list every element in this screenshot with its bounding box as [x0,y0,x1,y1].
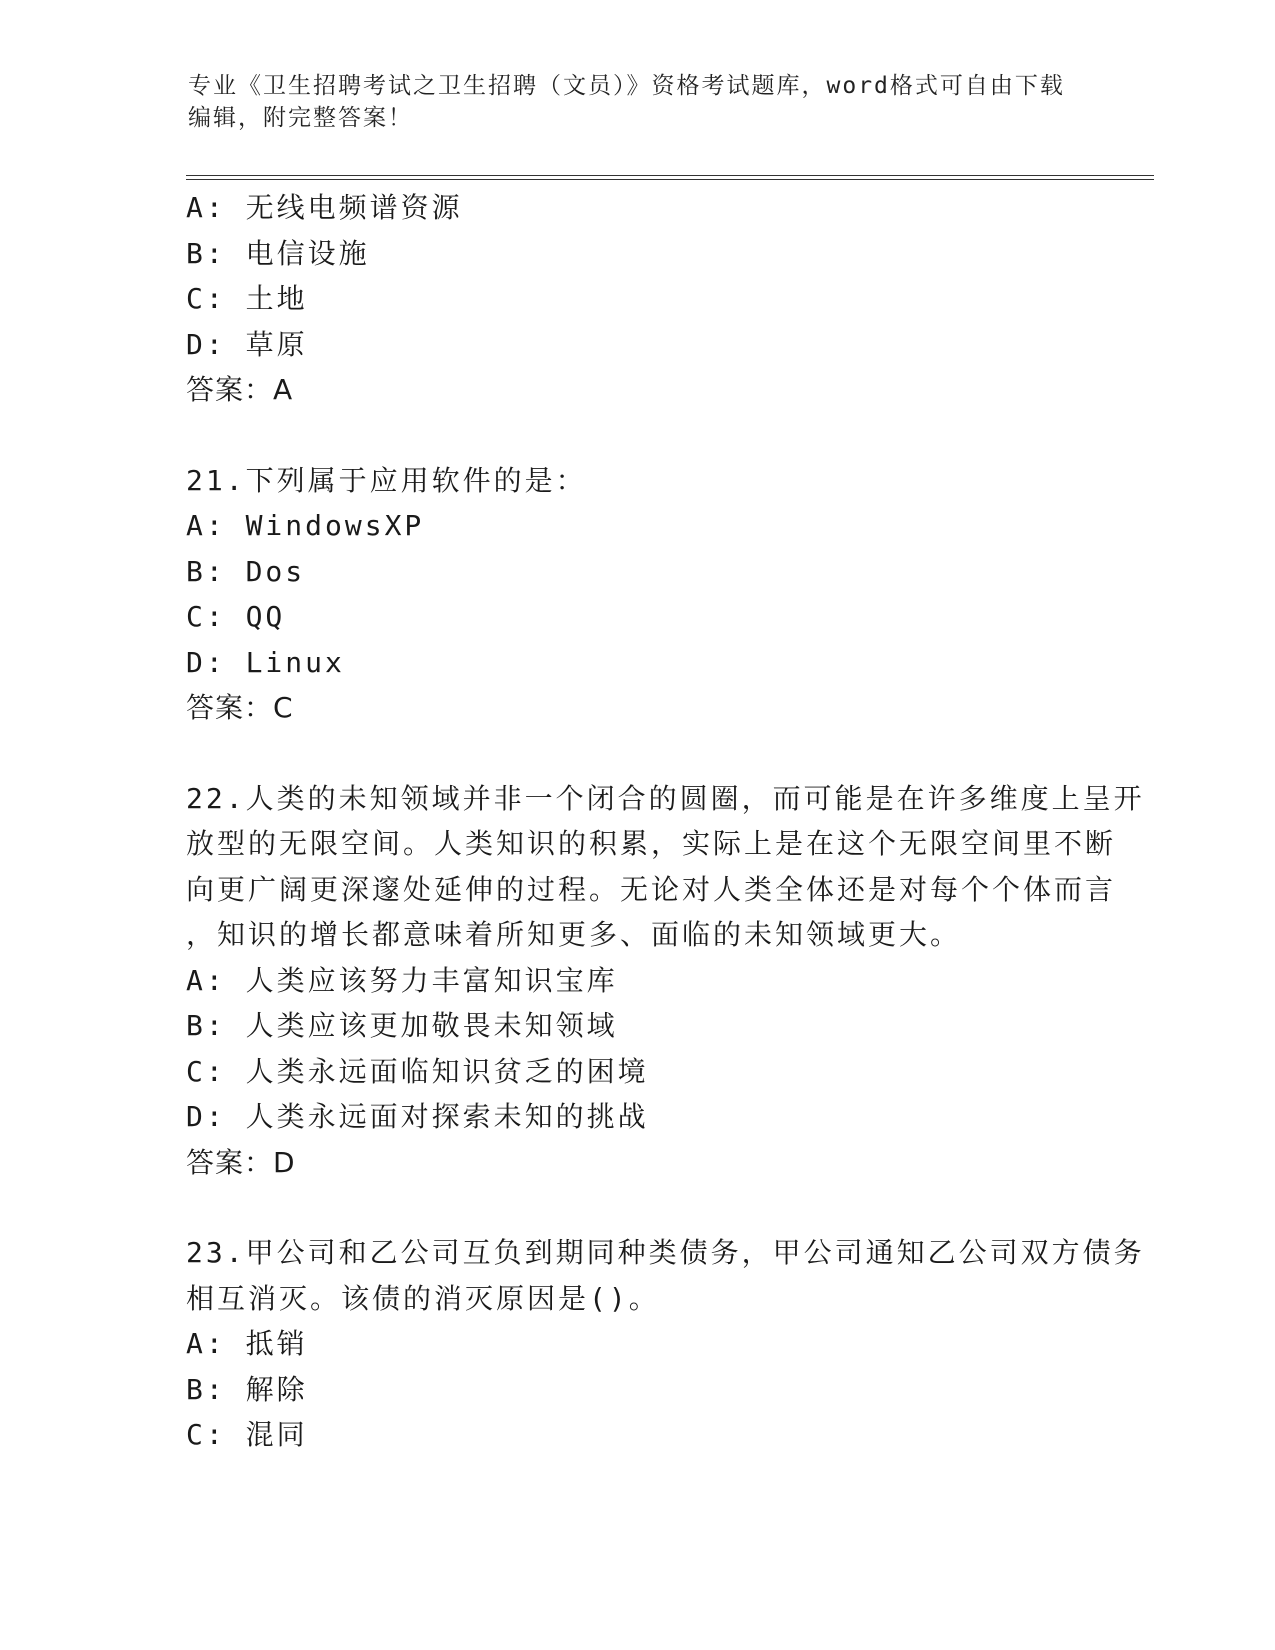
answer-line: 答案：D [186,1145,296,1179]
option-a: A: 人类应该努力丰富知识宝库 [186,963,618,997]
option-d: D: 人类永远面对探索未知的挑战 [186,1100,649,1133]
option-b: B: 电信设施 [186,236,370,270]
option-c: C: QQ [186,600,286,633]
option-b: B: 解除 [186,1372,308,1406]
question-21 [186,458,1086,731]
question-stem-line: 相互消灭。该债的消灭原因是()。 [186,1281,660,1315]
option-d: D: Linux [186,645,345,679]
option-c: C: 混同 [186,1418,308,1451]
option-a: A: 无线电频谱资源 [186,191,463,224]
header-rule [186,175,1154,180]
spacer [186,731,1086,776]
question-stem-line: 23.甲公司和乙公司互负到期同种类债务，甲公司通知乙公司双方债务 [186,1236,1145,1269]
option-c: C: 人类永远面临知识贫乏的困境 [186,1054,649,1088]
spacer [186,1185,1086,1230]
question-stem-line: 放型的无限空间。人类知识的积累，实际上是在这个无限空间里不断 [186,827,1117,860]
question-23 [186,1230,1145,1458]
option-b: B: 人类应该更加敬畏未知领域 [186,1009,618,1042]
question-22 [186,776,1145,1186]
option-c: C: 土地 [186,282,308,315]
question-stem-line: 向更广阔更深邃处延伸的过程。无论对人类全体还是对每个个体而言 [186,872,1117,906]
question-stem: 21.下列属于应用软件的是： [186,463,587,497]
option-a: A: 抵销 [186,1327,308,1360]
prev-question [186,185,1086,413]
option-b: B: Dos [186,554,306,588]
spacer [186,413,1086,458]
option-d: D: 草原 [186,327,308,361]
answer-line: 答案：C [186,691,294,724]
question-content [186,185,1145,1458]
answer-line: 答案：A [186,373,294,406]
question-stem-line: 22.人类的未知领域并非一个闭合的圆圈，而可能是在许多维度上呈开 [186,781,1145,815]
question-stem-line: ，知识的增长都意味着所知更多、面临的未知领域更大。 [186,918,962,951]
document-header: 专业《卫生招聘考试之卫生招聘（文员）》资格考试题库，word格式可自由下载编辑，附完整答案！ [188,73,1065,131]
option-a: A: WindowsXP [186,509,425,542]
